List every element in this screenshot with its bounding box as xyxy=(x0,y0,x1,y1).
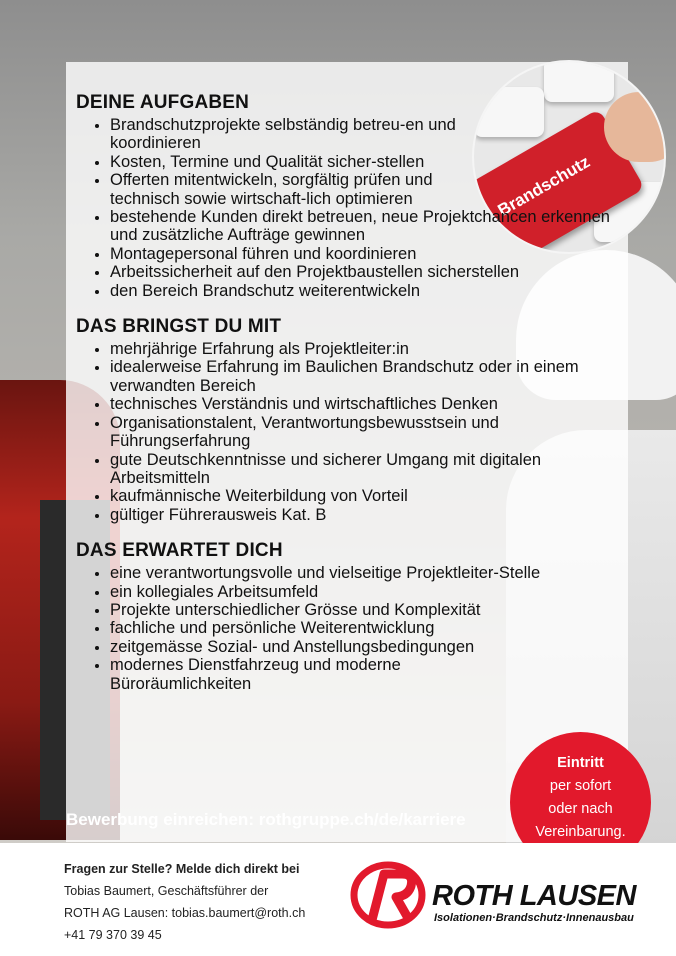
contact-info xyxy=(64,858,305,946)
list-item: • technisches Verständnis und wirtschaftliches Denken xyxy=(110,395,606,413)
list-item: • Kosten, Termine und Qualität sicher-stellen xyxy=(110,153,495,171)
badge-line: oder nach xyxy=(548,801,613,817)
roth-lausen-logo xyxy=(350,860,650,930)
list-item: • gute Deutschkenntnisse und sicherer Umgang mit digitalen Arbeitsmitteln xyxy=(110,451,606,488)
contact-lead: Fragen zur Stelle? Melde dich direkt bei xyxy=(64,862,300,876)
list-item: • zeitgemässe Sozial- und Anstellungsbedingungen xyxy=(110,638,550,656)
list-item: • Brandschutzprojekte selbständig betreu-en und koordinieren xyxy=(110,116,495,153)
contact-email-line[interactable]: ROTH AG Lausen: tobias.baumert@roth.ch xyxy=(64,906,306,920)
roth-logo-icon xyxy=(350,860,430,930)
list-item: • Organisationstalent, Verantwortungsbewusstsein und Führungserfahrung xyxy=(110,414,606,451)
finger xyxy=(604,92,666,162)
list-item: • ein kollegiales Arbeitsumfeld xyxy=(110,583,550,601)
logo-tagline: Isolationen·Brandschutz·Innenausbau xyxy=(434,912,634,924)
badge-line: per sofort xyxy=(549,778,612,794)
job-content xyxy=(76,92,610,709)
tasks-list xyxy=(76,116,610,300)
list-item: • bestehende Kunden direkt betreuen, neue Projektchancen erkennen und zusätzliche Aufträge gewinnen xyxy=(110,208,625,245)
requirements-list xyxy=(76,340,606,524)
badge-line: Vereinbarung. xyxy=(535,824,626,840)
offer-list xyxy=(76,564,550,693)
list-item: • Projekte unterschiedlicher Grösse und Komplexität xyxy=(110,601,550,619)
section-title-offer: DAS ERWARTET DICH xyxy=(76,540,283,562)
list-item: • kaufmännische Weiterbildung von Vorteil xyxy=(110,487,606,505)
list-item: • Offerten mitentwickeln, sorgfältig prüfen und technisch sowie wirtschaft-lich optimieren xyxy=(110,171,495,208)
list-item: • Arbeitssicherheit auf den Projektbaustellen sicherstellen xyxy=(110,263,635,281)
section-title-tasks: DEINE AUFGABEN xyxy=(76,92,250,113)
list-item: • Montagepersonal führen und koordinieren xyxy=(110,245,625,263)
list-item: • mehrjährige Erfahrung als Projektleiter:in xyxy=(110,340,606,358)
section-title-requirements: DAS BRINGST DU MIT xyxy=(76,316,282,338)
apply-link[interactable]: Bewerbung einreichen: rothgruppe.ch/de/karriere xyxy=(66,810,466,829)
contact-phone[interactable]: +41 79 370 39 45 xyxy=(64,928,162,942)
contact-line: Tobias Baumert, Geschäftsführer der xyxy=(64,884,269,898)
list-item: • den Bereich Brandschutz weiterentwickeln xyxy=(110,282,625,300)
badge-line: Eintritt xyxy=(557,755,604,771)
list-item: • eine verantwortungsvolle und vielseitige Projektleiter-Stelle xyxy=(110,564,550,582)
brandschutz-key: Brandschutz xyxy=(472,109,645,254)
list-item: • idealerweise Erfahrung im Baulichen Brandschutz oder in einem verwandten Bereich xyxy=(110,358,606,395)
list-item: • modernes Dienstfahrzeug und moderne Büroräumlichkeiten xyxy=(110,656,450,693)
list-item: • gültiger Führerausweis Kat. B xyxy=(110,506,606,524)
list-item: • fachliche und persönliche Weiterentwicklung xyxy=(110,619,550,637)
logo-name: ROTH LAUSEN xyxy=(432,880,636,912)
